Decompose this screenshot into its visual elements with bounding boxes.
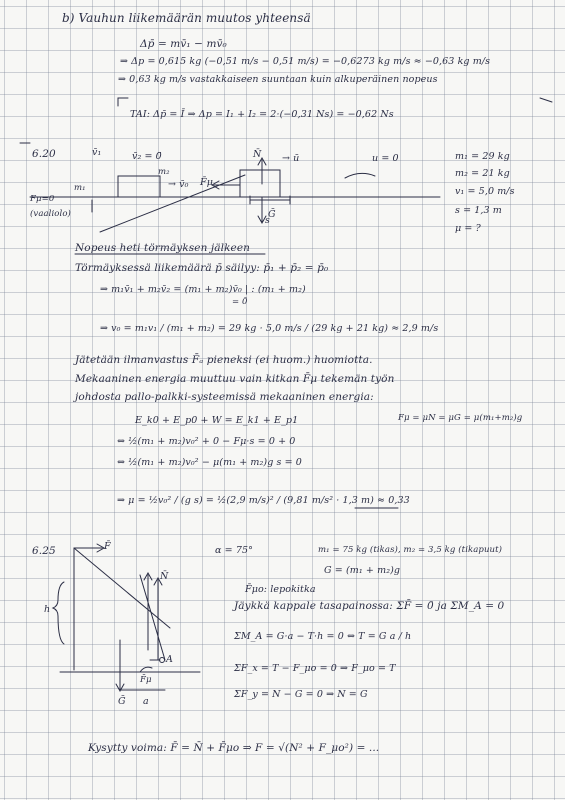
given-m1: m₁ = 29 kg <box>455 151 510 162</box>
air-resistance-note: Jätetään ilmanvastus F̄ₐ pieneksi (ei huom.) huomiotta. <box>75 354 373 366</box>
final-sketch <box>345 173 375 178</box>
mass-m1-tag: m₁ <box>74 183 86 193</box>
mu-result: ⇒ μ = ½v₀² / (g s) = ½(2,9 m/s)² / (9,81 m/s² · 1,3 m) ≈ 0,33 <box>117 495 410 506</box>
impulse-alternative: TAI: Δp̄ = Ī ⇒ Δp = I₁ + I₂ = 2·(−0,31 Ns) = −0,62 Ns <box>130 109 394 120</box>
weight-g-label: Ḡ <box>118 696 126 707</box>
asked-force-result: Kysytty voima: F̄ = N̄ + F̄μo ⇒ F = √(N² + F_μo²) = ... <box>88 742 380 754</box>
energy-equation-1: E_k0 + E_p0 + W = E_k1 + E_p1 <box>135 415 299 426</box>
force-f-label: F̄ <box>104 541 111 552</box>
friction-label: F̄μ <box>200 177 213 188</box>
distance-a-label: a <box>143 696 149 707</box>
moment-equation: ΣM_A = G·a − T·h = 0 ⇔ T = G a / h <box>234 631 412 642</box>
equilibrium-condition: Jäykkä kappale tasapainossa: ΣF̄ = 0̄ ja ΣM_A = 0 <box>234 600 505 612</box>
given-m2: m₂ = 21 kg <box>455 168 510 179</box>
velocity-v2-label: v̄₂ = 0̄ <box>132 151 162 162</box>
ladder-diagram <box>53 544 200 691</box>
point-a-label: A <box>166 654 173 665</box>
normal-n-label: N̄ <box>160 571 169 582</box>
ladder-masses: m₁ = 75 kg (tikas), m₂ = 3,5 kg (tikapuut) <box>318 545 503 555</box>
static-friction-def: F̄μo: lepokitka <box>245 584 316 595</box>
momentum-equation: ⇒ m₁v̄₁ + m₂v̄₂ = (m₁ + m₂)v̄₀ | : (m₁ + m₂) <box>100 284 306 295</box>
mass-m2-tag: m₂ <box>158 167 170 177</box>
collision-diagram <box>30 158 440 232</box>
margin-mark <box>540 98 552 102</box>
energy-equation-3: ⇔ ½(m₁ + m₂)v₀² − μ(m₁ + m₂)g s = 0 <box>117 457 302 468</box>
ladder <box>74 548 170 628</box>
velocity-v1-label: v̄₁ <box>92 147 102 158</box>
angle-arc <box>140 667 152 672</box>
momentum-change-formula: Δp̄ = mv̄₁ − mv̄₀ <box>140 38 227 50</box>
momentum-change-calc: ⇒ Δp = 0,615 kg (−0,51 m/s − 0,51 m/s) = −0,6273 kg m/s ≈ −0,63 kg m/s <box>120 56 491 67</box>
energy-equation-2: ⇔ ½(m₁ + m₂)v₀² + 0 − Fμ·s = 0 + 0 <box>117 436 296 447</box>
block-m2 <box>118 176 160 197</box>
problem-6-25-label: 6.25 <box>32 545 56 557</box>
height-brace <box>53 582 64 644</box>
y-force-equation: ΣF_y = N − G = 0 ⇒ N = G <box>234 689 368 700</box>
walls-label: (vaaliolo) <box>30 209 71 219</box>
weight-label: Ḡ <box>268 209 276 220</box>
momentum-change-result: ⇒ 0,63 kg m/s vastakkaiseen suuntaan kuin alkuperäinen nopeus <box>118 74 438 85</box>
zero-friction-label: Fμ=0 <box>30 194 55 204</box>
friction-equation: Fμ = μN = μG = μ(m₁+m₂)g <box>398 413 523 423</box>
velocity-v0-result: ⇒ v₀ = m₁v₁ / (m₁ + m₂) = 29 kg · 5,0 m/s / (29 kg + 21 kg) ≈ 2,9 m/s <box>100 323 439 334</box>
final-velocity-label: u = 0 <box>372 153 399 164</box>
energy-note-1: Mekaaninen energia muuttuu vain kitkan F̄μ tekemän työn <box>75 373 395 385</box>
zero-note: = 0̄ <box>232 297 248 307</box>
velocity-u-label: → ū <box>282 153 300 164</box>
energy-note-2: johdosta pallo-palkki-systeemissä mekaaninen energia: <box>75 391 374 403</box>
total-weight: G = (m₁ + m₂)g <box>324 565 401 576</box>
unknown-mu: μ = ? <box>455 223 481 234</box>
friction-fmu-label: F̄μ <box>140 675 152 685</box>
momentum-conservation: Törmäyksessä liikemäärä p̄ säilyy: p̄₁ + p̄₂ = p̄₀ <box>75 262 329 274</box>
given-s: s = 1,3 m <box>455 205 502 216</box>
problem-6-20-label: 6.20 <box>32 148 56 160</box>
velocity-v0-label: → v̄₀ <box>168 179 189 190</box>
distance-label: s <box>265 215 270 226</box>
angle-alpha: α = 75° <box>215 545 253 556</box>
tai-bracket <box>118 98 128 106</box>
height-h-label: h <box>44 604 51 615</box>
normal-label: N̄ <box>253 149 262 160</box>
x-force-equation: ΣF_x = T − F_μo = 0 ⇒ F_μo = T <box>234 663 396 674</box>
diagonal-force <box>140 575 165 660</box>
part-b-heading: b) Vauhun liikemäärän muutos yhteensä <box>62 11 311 25</box>
velocity-after-heading: Nopeus heti törmäyksen jälkeen <box>75 242 251 254</box>
block-combined <box>240 170 280 197</box>
given-v1: v₁ = 5,0 m/s <box>455 186 515 197</box>
